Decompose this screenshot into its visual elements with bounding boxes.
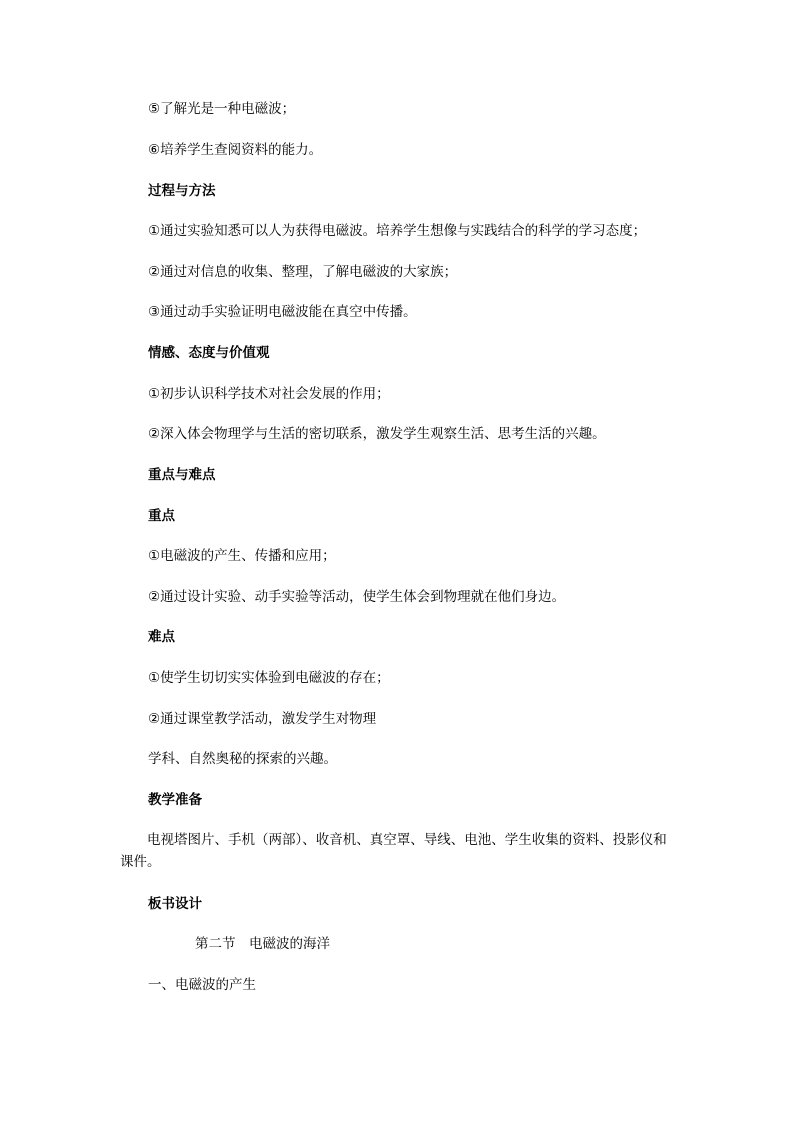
process-item-1: ①通过实验知悉可以人为获得电磁波。培养学生想像与实践结合的科学的学习态度； — [148, 223, 647, 239]
board-title: 第二节 电磁波的海洋 — [195, 936, 330, 952]
key-difficult-heading: 重点与难点 — [148, 467, 216, 483]
preparation-paragraph: 电视塔图片、手机（两部）、收音机、真空罩、导线、电池、学生收集的资料、投影仪和课件。 — [120, 832, 667, 870]
difficult-item-2-continued: 学科、自然奥秘的探索的兴趣。 — [148, 751, 337, 767]
emotion-heading: 情感、态度与价值观 — [148, 345, 270, 361]
board-item-1: 一、电磁波的产生 — [148, 977, 256, 993]
key-points-heading: 重点 — [148, 508, 175, 524]
knowledge-item-6: ⑥培养学生查阅资料的能力。 — [148, 142, 323, 158]
emotion-item-2: ②深入体会物理学与生活的密切联系，激发学生观察生活、思考生活的兴趣。 — [148, 426, 606, 442]
key-item-2: ②通过设计实验、动手实验等活动，使学生体会到物理就在他们身边。 — [148, 589, 566, 605]
key-item-1: ①电磁波的产生、传播和应用； — [148, 548, 336, 564]
process-item-2: ②通过对信息的收集、整理，了解电磁波的大家族； — [148, 264, 458, 280]
knowledge-item-5: ⑤了解光是一种电磁波； — [148, 101, 296, 117]
emotion-item-1: ①初步认识科学技术对社会发展的作用； — [148, 386, 390, 402]
difficult-item-2: ②通过课堂教学活动，激发学生对物理 — [148, 711, 377, 727]
difficult-points-heading: 难点 — [148, 629, 175, 645]
process-item-3: ③通过动手实验证明电磁波能在真空中传播。 — [148, 304, 417, 320]
difficult-item-1: ①使学生切切实实体验到电磁波的存在； — [148, 670, 390, 686]
preparation-heading: 教学准备 — [148, 792, 202, 808]
board-design-heading: 板书设计 — [148, 896, 202, 912]
process-heading: 过程与方法 — [148, 183, 216, 199]
